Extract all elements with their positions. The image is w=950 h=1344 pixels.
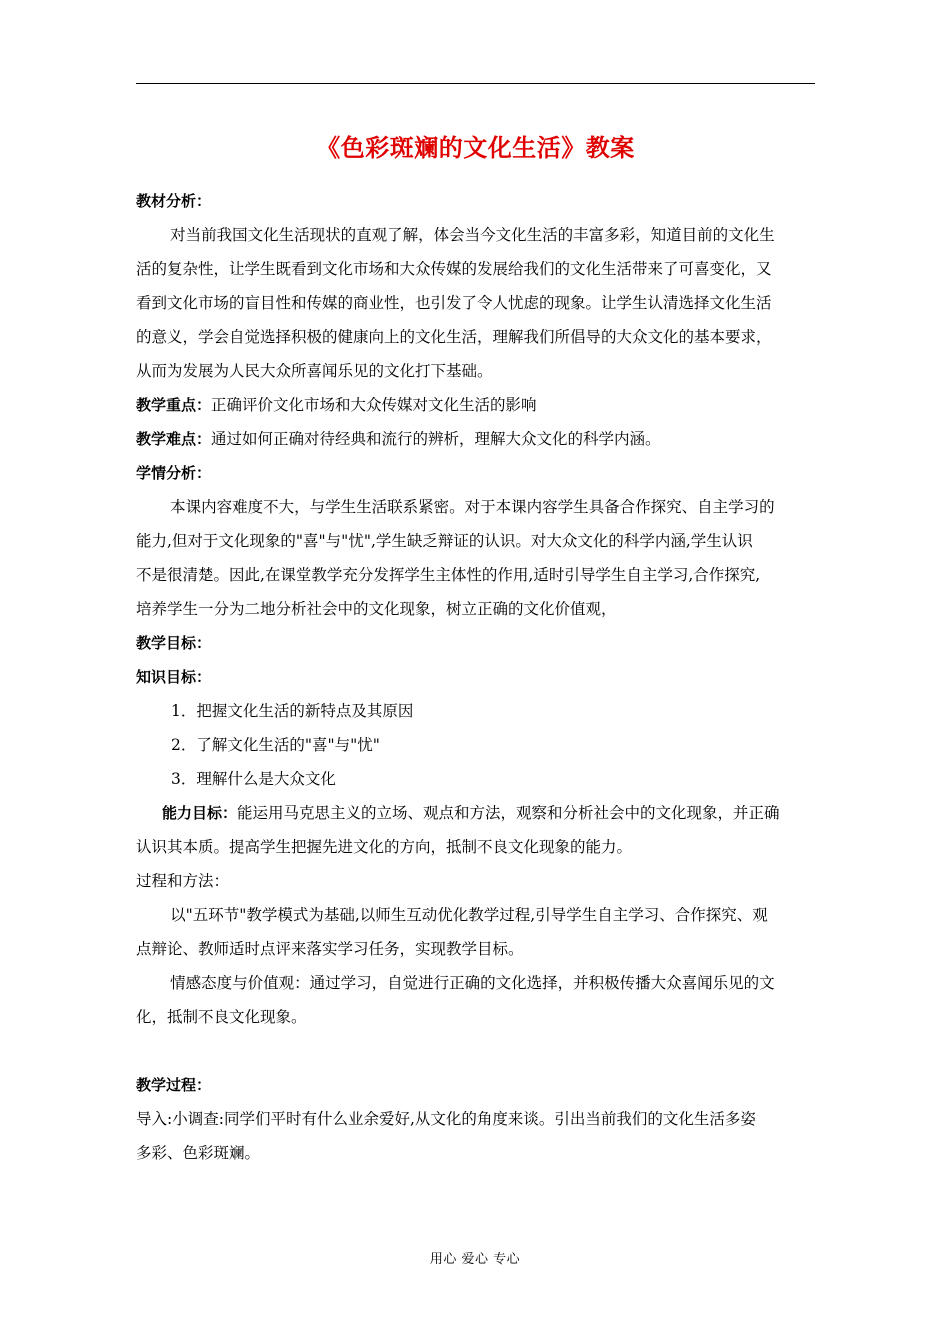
material-heading: 教材分析： bbox=[136, 192, 212, 210]
ability-goal bbox=[136, 796, 815, 830]
paragraph-line: 看到文化市场的盲目性和传媒的商业性，也引发了令人忧虑的现象。让学生认清选择文化生活 bbox=[136, 294, 772, 312]
difficulty-text: 通过如何正确对待经典和流行的辨析，理解大众文化的科学内涵。 bbox=[211, 430, 661, 448]
ability-text: 能运用马克思主义的立场、观点和方法，观察和分析社会中的文化现象，并正确 bbox=[237, 804, 780, 822]
paragraph-line: 能力,但对于文化现象的"喜"与"忧",学生缺乏辩证的认识。对大众文化的科学内涵,学生认识 bbox=[136, 532, 753, 550]
goals-heading: 教学目标： bbox=[136, 634, 212, 652]
list-item: 3．理解什么是大众文化 bbox=[171, 770, 336, 788]
paragraph-line: 情感态度与价值观：通过学习，自觉进行正确的文化选择，并积极传播大众喜闻乐见的文 bbox=[170, 974, 775, 992]
paragraph-line: 培养学生一分为二地分析社会中的文化现象，树立正确的文化价值观， bbox=[136, 600, 617, 618]
paragraph-line: 导入:小调查:同学们平时有什么业余爱好,从文化的角度来谈。引出当前我们的文化生活多姿 bbox=[136, 1110, 756, 1128]
spacer bbox=[136, 1034, 815, 1068]
ability-label: 能力目标： bbox=[162, 804, 238, 822]
page-footer: 用心 爱心 专心 bbox=[429, 1252, 521, 1267]
teaching-focus bbox=[136, 388, 815, 422]
knowledge-heading: 知识目标： bbox=[136, 668, 212, 686]
paragraph-line: 对当前我国文化生活现状的直观了解，体会当今文化生活的丰富多彩，知道目前的文化生 bbox=[170, 226, 775, 244]
header-rule bbox=[136, 83, 815, 84]
paragraph-line: 本课内容难度不大，与学生生活联系紧密。对于本课内容学生具备合作探究、自主学习的 bbox=[170, 498, 775, 516]
difficulty-label: 教学难点： bbox=[136, 430, 212, 448]
paragraph-line: 从而为发展为人民大众所喜闻乐见的文化打下基础。 bbox=[136, 362, 493, 380]
paragraph-line: 认识其本质。提高学生把握先进文化的方向，抵制不良文化现象的能力。 bbox=[136, 838, 633, 856]
focus-text: 正确评价文化市场和大众传媒对文化生活的影响 bbox=[211, 396, 537, 414]
teaching-process-heading: 教学过程： bbox=[136, 1076, 212, 1094]
paragraph-line: 多彩、色彩斑斓。 bbox=[136, 1144, 261, 1162]
focus-label: 教学重点： bbox=[136, 396, 212, 414]
document-body bbox=[136, 184, 815, 1170]
page-title: 《色彩斑斓的文化生活》教案 bbox=[316, 134, 635, 162]
student-heading: 学情分析： bbox=[136, 464, 212, 482]
paragraph-line: 不是很清楚。因此,在课堂教学充分发挥学生主体性的作用,适时引导学生自主学习,合作探究, bbox=[136, 566, 761, 584]
paragraph-line: 的意义，学会自觉选择积极的健康向上的文化生活，理解我们所倡导的大众文化的基本要求， bbox=[136, 328, 772, 346]
paragraph-line: 以"五环节"教学模式为基础,以师生互动优化教学过程,引导学生自主学习、合作探究、观 bbox=[170, 906, 768, 924]
process-heading: 过程和方法： bbox=[136, 872, 230, 890]
list-item: 2．了解文化生活的"喜"与"忧" bbox=[171, 736, 380, 754]
paragraph-line: 化，抵制不良文化现象。 bbox=[136, 1008, 307, 1026]
paragraph-line: 活的复杂性，让学生既看到文化市场和大众传媒的发展给我们的文化生活带来了可喜变化，又 bbox=[136, 260, 772, 278]
paragraph-line: 点辩论、教师适时点评来落实学习任务，实现教学目标。 bbox=[136, 940, 524, 958]
list-item: 1．把握文化生活的新特点及其原因 bbox=[171, 702, 414, 720]
teaching-difficulty bbox=[136, 422, 815, 456]
